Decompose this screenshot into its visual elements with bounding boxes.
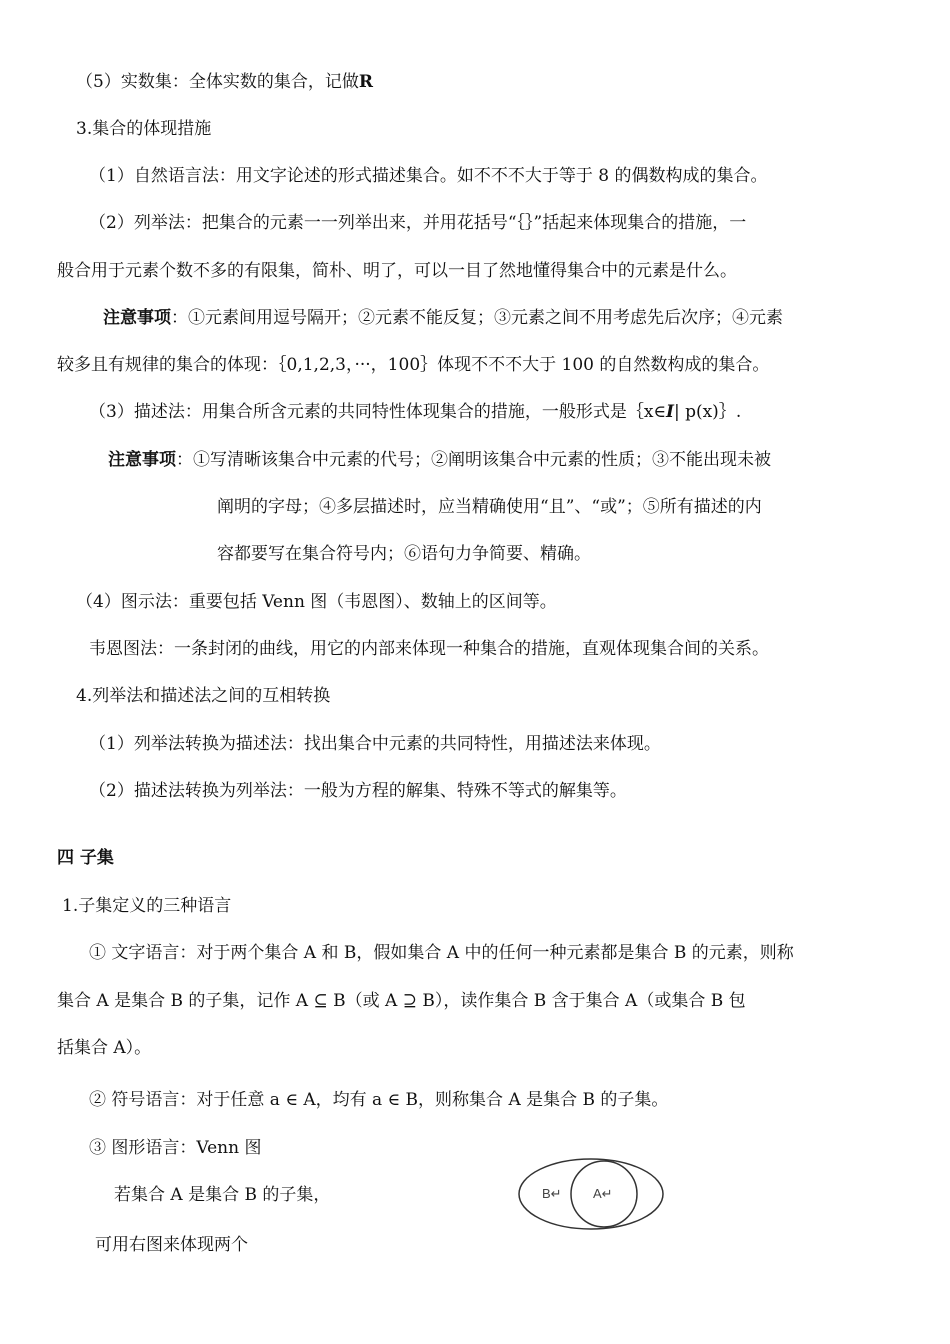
text-line: （2）列举法：把集合的元素一一列举出来，并用花括号“｛｝”括起来体现集合的措施，一	[89, 213, 747, 233]
text-line: 集合 A 是集合 B 的子集，记作 A ⊆ B（或 A ⊇ B），读作集合 B 含于集合 A（或集合 B 包	[57, 991, 746, 1011]
text-line: 若集合 A 是集合 B 的子集，	[114, 1185, 331, 1205]
section-heading: 3.集合的体现措施	[76, 119, 212, 139]
text-line: 可用右图来体现两个	[95, 1235, 248, 1255]
text-line: 容都要写在集合符号内；⑥语句力争简要、精确。	[217, 544, 591, 564]
text-line: 较多且有规律的集合的体现：｛0,1,2,3，···，100｝体现不不不大于 100 的自然数构成的集合。	[57, 355, 770, 375]
venn-diagram	[518, 1158, 668, 1232]
text-line	[89, 400, 741, 424]
line-text: （3）描述法：用集合所含元素的共同特性体现集合的措施，一般形式是｛x∈	[89, 402, 666, 422]
text-line	[76, 70, 373, 94]
real-set-symbol: R	[358, 72, 373, 92]
set-b-label: B↵	[542, 1186, 562, 1201]
note-label: 注意事项	[108, 450, 176, 470]
line-text: （5）实数集：全体实数的集合，记做	[76, 72, 359, 92]
section-heading: 1.子集定义的三种语言	[62, 896, 232, 916]
text-line: ③ 图形语言：Venn 图	[89, 1138, 262, 1158]
text-line	[108, 448, 771, 472]
italic-I-symbol: I	[666, 402, 674, 422]
text-line: 韦恩图法：一条封闭的曲线，用它的内部来体现一种集合的措施，直观体现集合间的关系。	[89, 639, 769, 659]
line-text: ：①写清晰该集合中元素的代号；②阐明该集合中元素的性质；③不能出现未被	[176, 450, 771, 470]
set-a-label: A↵	[593, 1186, 613, 1201]
section-heading: 4.列举法和描述法之间的互相转换	[76, 686, 331, 706]
line-text: | p(x)｝.	[673, 402, 742, 422]
line-text: ：①元素间用逗号隔开；②元素不能反复；③元素之间不用考虑先后次序；④元素	[171, 308, 783, 328]
text-line: （2）描述法转换为列举法：一般为方程的解集、特殊不等式的解集等。	[89, 781, 627, 801]
text-line: ① 文字语言：对于两个集合 A 和 B，假如集合 A 中的任何一种元素都是集合 B 的元素，则称	[89, 943, 794, 963]
text-line: 般合用于元素个数不多的有限集，简朴、明了，可以一目了然地懂得集合中的元素是什么。	[57, 261, 737, 281]
text-line: （4）图示法：重要包括 Venn 图（韦恩图）、数轴上的区间等。	[76, 592, 557, 612]
text-line: 括集合 A）。	[57, 1038, 152, 1058]
set-b-ellipse	[519, 1159, 663, 1229]
note-label: 注意事项	[103, 308, 171, 328]
text-line: （1）列举法转换为描述法：找出集合中元素的共同特性，用描述法来体现。	[89, 734, 661, 754]
chapter-heading: 四 子集	[57, 848, 114, 868]
text-line: 阐明的字母；④多层描述时，应当精确使用“且”、“或”；⑤所有描述的内	[217, 497, 762, 517]
text-line: （1）自然语言法：用文字论述的形式描述集合。如不不不大于等于 8 的偶数构成的集合。	[89, 166, 768, 186]
text-line	[103, 306, 783, 330]
text-line: ② 符号语言：对于任意 a ∈ A，均有 a ∈ B，则称集合 A 是集合 B 的子集。	[89, 1090, 669, 1110]
